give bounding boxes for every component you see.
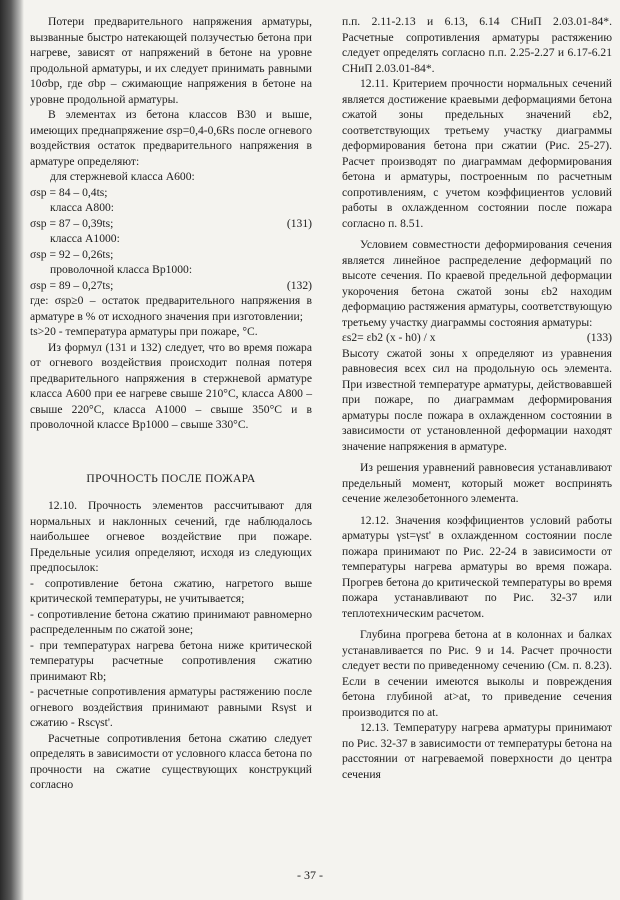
formula-row: [342, 330, 612, 346]
paragraph: где: σsp≥0 – остаток предварительного напряжения в арматуре в % от исходного значения при изготовлении;: [30, 294, 312, 323]
list-item: - сопротивление бетона сжатию, нагретого выше критической температуры, не учитывается;: [30, 576, 312, 605]
section-heading: ПРОЧНОСТЬ ПОСЛЕ ПОЖАРА: [86, 471, 256, 485]
formula-caption: класса А800:: [50, 201, 115, 214]
paragraph: Потери предварительного напряжения арматуры, вызванные быстро натекающей ползучестью бетона при нагреве, зависят от напряжений в бетоне на уровне продольной арматуры, и их следует принимать равными 10σbp, где σbp – сжимающие напряжения в бетоне на уровне продольной арматуры.: [30, 15, 312, 106]
paragraph: Высоту сжатой зоны x определяют из уравнения равновесия всех сил на продольную ось элемента. При известной температуре арматуры, действовавшей при пожаре, по диаграммам деформирования арматуры после пожара в охлажденном состоянии в зависимости от установленной деформации находят значение напряжения в арматуре.: [342, 346, 612, 453]
paragraph: 12.13. Температуру нагрева арматуры принимают по Рис. 32-37 в зависимости от температуры бетона на расстоянии от нагреваемой поверхности до центра сечения: [342, 721, 612, 781]
page-number: - 37 -: [297, 868, 323, 882]
paragraph: Глубина прогрева бетона at в колоннах и балках устанавливается по Рис. 9 и 14. Расчет прочности следует вести по приведенному сечению (См. п. 8.23). Если в сечении имеются выколы и повреждения бетона глубиной at>at, то приведение сечения производится по at.: [342, 628, 612, 719]
formula-row: [30, 216, 312, 232]
equation-number: (131): [286, 216, 312, 230]
paragraph: ts>20 - температура арматуры при пожаре, °С.: [30, 325, 258, 338]
paragraph: 12.11. Критерием прочности нормальных сечений является достижение краевыми деформациями бетона сжатой зоны предельных значений εb2, соответствующих третьему участку диаграммы деформирования бетона при сжатии (Рис. 25-27). Расчет производят по диаграммам деформирования бетона и арматуры, построенным по расчетным сопротивлениям, с учетом коэффициентов условий работы в охлажденном состоянии после пожара согласно п. 8.51.: [342, 77, 612, 230]
formula: σsp = 92 – 0,26ts;: [30, 247, 114, 261]
page-binding-shadow: [0, 0, 24, 900]
equation-number: (132): [286, 278, 312, 292]
paragraph: 12.12. Значения коэффициентов условий работы арматуры γst=γst' в охлажденном состоянии после пожара принимают по Рис. 22-24 в зависимости от температуры нагрева арматуры во время пожара. Прогрев бетона до критической температуры во время пожара устанавливают по Рис. 32-37 или теплотехническим расчетом.: [342, 513, 612, 620]
list-item: - при температурах нагрева бетона ниже критической температуры расчетные сопротивления сжатию принимают Rb;: [30, 638, 312, 683]
paragraph: Условием совместности деформирования сечения является линейное распределение деформаций по высоте сечения. По краевой предельной деформации укорочения бетона сжатой зоны εb2 находим деформацию растяжения арматуры, соответствующую третьему участку диаграммы состояния арматуры:: [342, 238, 612, 329]
formula-caption: для стержневой класса А600:: [50, 170, 195, 183]
paragraph: п.п. 2.11-2.13 и 6.13, 6.14 СНиП 2.03.01-84*. Расчетные сопротивления арматуры растяжению следует определять согласно п.п. 2.25-2.27 и 6.17-6.21 СНиП 2.03.01-84*.: [342, 15, 612, 75]
formula: σsp = 84 – 0,4ts;: [30, 185, 108, 199]
paragraph: 12.10. Прочность элементов рассчитывают для нормальных и наклонных сечений, где наблюдалось наибольшее огневое воздействие при пожаре. Предельные усилия определяют, исходя из следующих предпосылок:: [30, 499, 312, 574]
list-item: - сопротивление бетона сжатию принимают равномерно распределенным по сжатой зоне;: [30, 607, 312, 636]
list-item: - расчетные сопротивления арматуры растяжению после огневого воздействия принимают равными Rsγst и сжатию - Rscγst'.: [30, 685, 312, 729]
paragraph: Расчетные сопротивления бетона сжатию следует определять в зависимости от условного класса бетона по прочности на сжатие существующих конструкций согласно: [30, 731, 312, 791]
paragraph: Из формул (131 и 132) следует, что во время пожара от огневого воздействия происходит полная потеря предварительного напряжения в стержневой арматуре класса А600 при ее нагреве свыше 210°С, класса А800 – свыше 220°С, класса А1000 – свыше 350°С и в проволочной классе Вр1000 – свыше 330°С.: [30, 340, 312, 431]
formula: σsp = 87 – 0,39ts;: [30, 216, 114, 230]
equation-number: (133): [586, 331, 612, 344]
left-column: [30, 14, 312, 793]
formula: εs2= εb2 (x - h0) / x: [342, 331, 436, 344]
paragraph: Из решения уравнений равновесия устанавливают предельный момент, который может воспринять сечение железобетонного элемента.: [342, 461, 612, 505]
formula-row: [30, 278, 312, 294]
paragraph: В элементах из бетона классов В30 и выше, имеющих преднапряжение σsp=0,4-0,6Rs после огневого воздействия остаток предварительного напряжения в арматуре определяют:: [30, 108, 312, 168]
right-column: [342, 14, 612, 782]
formula: σsp = 89 – 0,27ts;: [30, 278, 114, 292]
formula-caption: проволочной класса Вр1000:: [50, 263, 193, 276]
formula-caption: класса А1000:: [50, 232, 120, 245]
